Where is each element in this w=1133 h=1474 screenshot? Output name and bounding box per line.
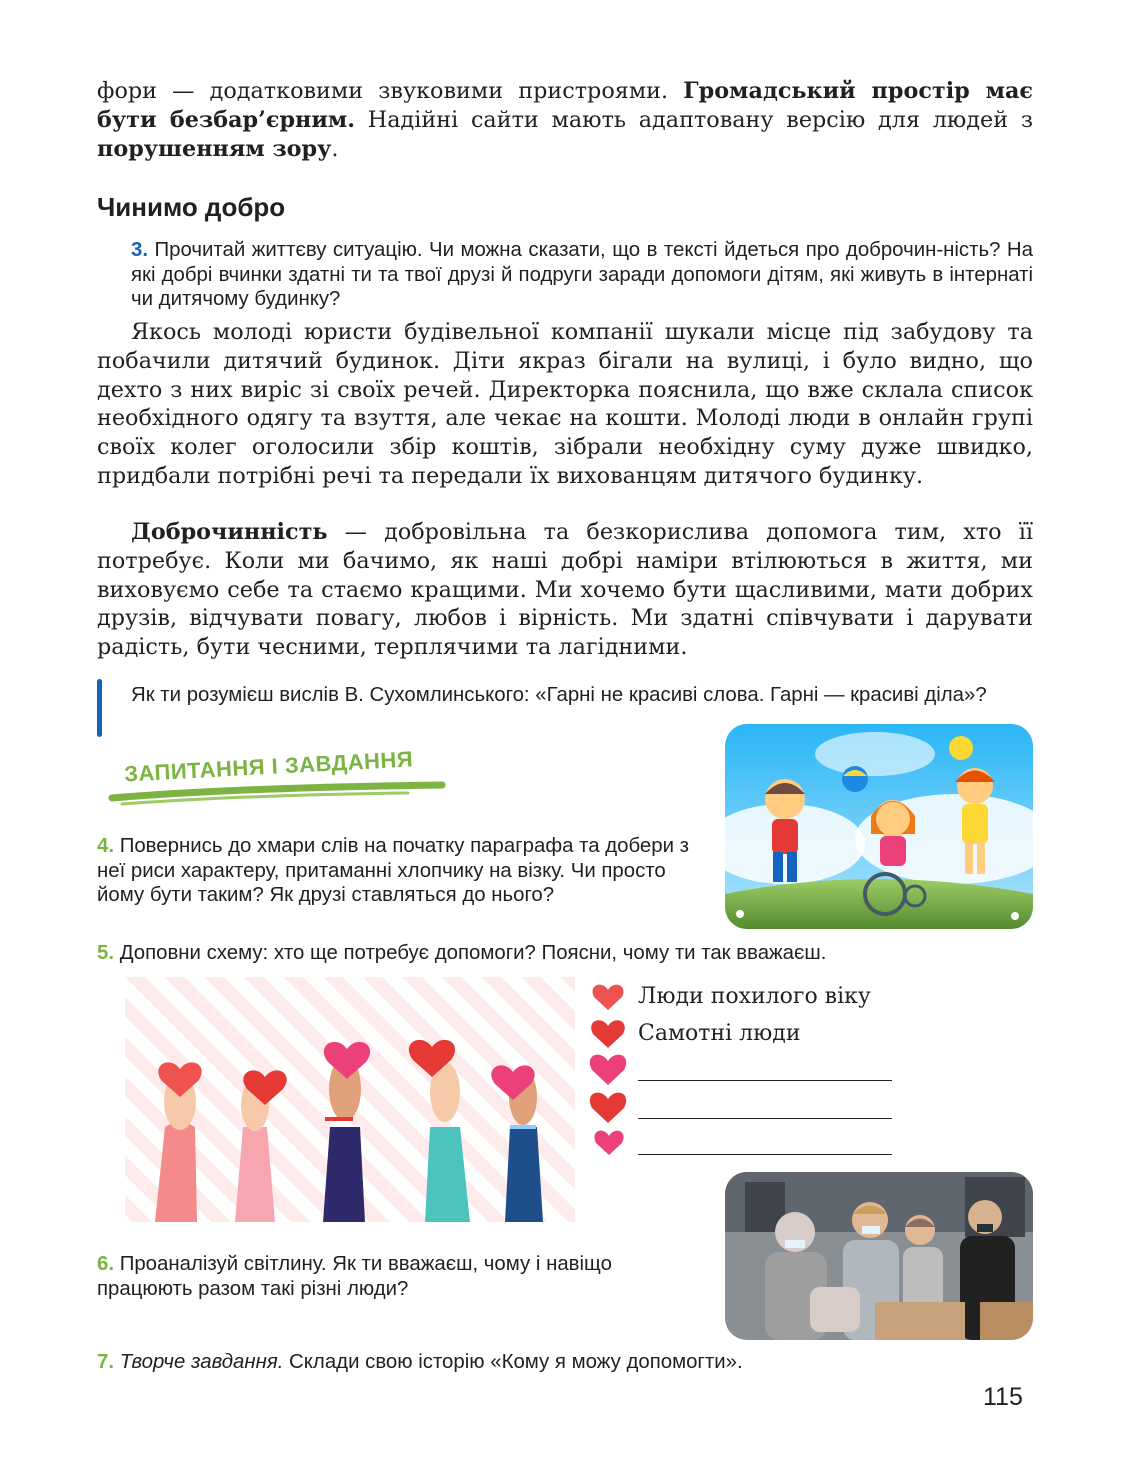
help-scheme: [586, 980, 896, 1165]
volunteers-photo: [725, 1172, 1033, 1340]
hands-hearts-illustration: [125, 977, 575, 1222]
task-7: 7. Творче завдання. Склади свою історію «Кому я можу допомогти».: [97, 1351, 743, 1373]
heart-icon: [592, 1128, 626, 1158]
heart-icon: [590, 982, 626, 1012]
task-3: 3. Прочитай життєву ситуацію. Чи можна сказати, що в тексті йдеться про доброчин-ність? На які добрі вчинки здатні ти та твої друзі й подруги заради допомоги дітям, які живуть в інтернаті чи дитячому будинку?: [131, 239, 1033, 311]
charity-paragraph: Доброчинність — добровільна та безкорислива допомога тим, хто її потребує. Коли ми бачимо, як наші добрі наміри втілюються в життя, ми виховуємо себе та стаємо кращими. Ми хочемо бути щасливими, мати добрих друзів, відчувати повагу, любов і вірність. Ми здатні співчувати і дарувати радість, бути чесними, терплячими та лагідними.: [97, 519, 1033, 661]
heart-icon: [586, 1090, 630, 1126]
task-6: 6. Проаналізуй світлину. Як ти вважаєш, чому і навіщо працюють разом такі різні люди?: [97, 1253, 612, 1300]
scheme-blank-3[interactable]: [638, 1154, 892, 1155]
quote-bar: [97, 679, 102, 737]
banner-text: ЗАПИТАННЯ І ЗАВДАННЯ: [123, 746, 414, 787]
questions-banner: [108, 748, 448, 808]
scheme-item-2: Самотні люди: [638, 1021, 801, 1046]
heart-icon: [588, 1018, 628, 1050]
task-4: 4. Повернись до хмари слів на початку параграфа та добери з неї риси характеру, притаманні хлопчику на візку. Чи просто йому бути таким? Як друзі ставляться до нього?: [97, 835, 689, 907]
scheme-blank-1[interactable]: [638, 1080, 892, 1081]
scheme-blank-2[interactable]: [638, 1118, 892, 1119]
quote-question: Як ти розумієш вислів В. Сухомлинського: «Гарні не красиві слова. Гарні — красиві діла»?: [131, 684, 987, 706]
intro-paragraph: фори — додатковими звуковими пристроями. Громадський простір має бути безбар’єрним. Надійні сайти мають адаптовану версію для людей з порушенням зору.: [97, 78, 1033, 162]
scheme-item-1: Люди похилого віку: [638, 984, 871, 1009]
story-paragraph: Якось молоді юристи будівельної компанії шукали місце під забудову та побачили дитячий будинок. Діти якраз бігали на вулиці, і було видно, що дехто з них виріс зі своїх речей. Директорка пояснила, що вже склала список необхідного одягу та взуття, але чекає на кошти. Молоді люди в онлайн групі своїх колег оголосили збір коштів, зібрали необхідну суму дуже швидко, придбали потрібні речі та передали їх вихованцям дитячого будинку.: [97, 319, 1033, 489]
task-5: 5. Доповни схему: хто ще потребує допомоги? Поясни, чому ти так вважаєш.: [97, 942, 827, 964]
kids-playing-illustration: [725, 724, 1033, 929]
section-heading: Чинимо добро: [97, 192, 286, 222]
page-number: 115: [983, 1383, 1023, 1411]
heart-icon: [586, 1052, 630, 1088]
